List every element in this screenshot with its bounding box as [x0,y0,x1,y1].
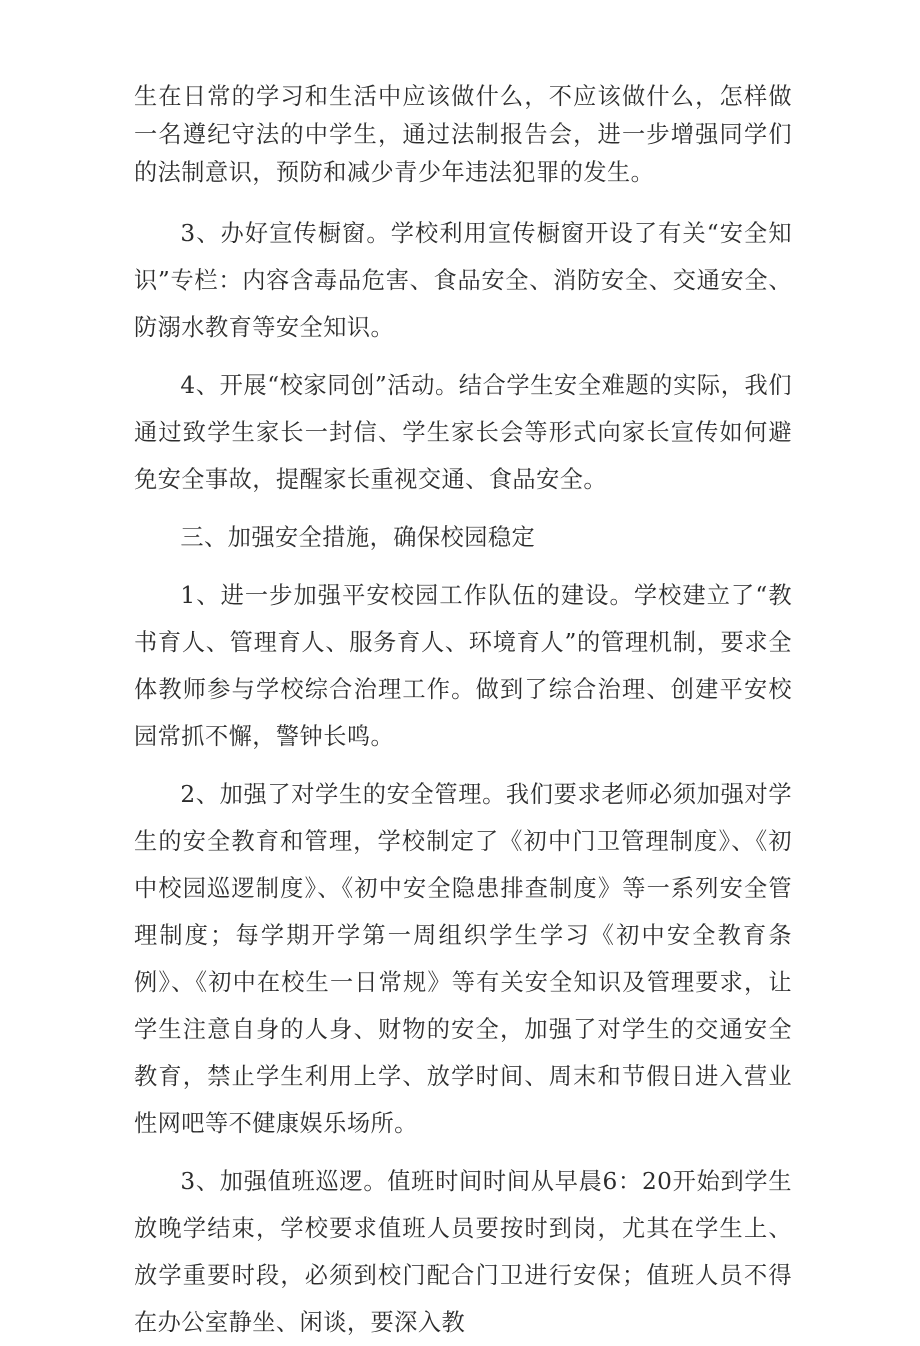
text-column [134,78,792,1346]
paragraph-item-2-3: 3、办好宣传橱窗。学校利用宣传橱窗开设了有关“安全知识”专栏：内容含毒品危害、食品安全、消防安全、交通安全、防溺水教育等安全知识。 [134,220,792,341]
paragraph-item-3-1: 1、进一步加强平安校园工作队伍的建设。学校建立了“教书育人、管理育人、服务育人、环境育人”的管理机制，要求全体教师参与学校综合治理工作。做到了综合治理、创建平安校园常抓不懈，警钟长鸣。 [134,582,792,750]
section-heading-three: 三、加强安全措施，确保校园稳定 [180,524,536,551]
paragraph-item-3-3: 3、加强值班巡逻。值班时间时间从早晨6：20开始到学生放晚学结束，学校要求值班人员要按时到岗，尤其在学生上、放学重要时段，必须到校门配合门卫进行安保；值班人员不得在办公室静坐、闲谈，要深入教 [134,1168,792,1336]
paragraph-item-2-4: 4、开展“校家同创”活动。结合学生安全难题的实际，我们通过致学生家长一封信、学生家长会等形式向家长宣传如何避免安全事故，提醒家长重视交通、食品安全。 [134,372,792,493]
paragraph-item-3-2: 2、加强了对学生的安全管理。我们要求老师必须加强对学生的安全教育和管理，学校制定了《初中门卫管理制度》、《初中校园巡逻制度》、《初中安全隐患排查制度》等一系列安全管理制度；每学期开学第一周组织学生学习《初中安全教育条例》、《初中在校生一日常规》等有关安全知识及管理要求，让学生注意自身的人身、财物的安全，加强了对学生的交通安全教育，禁止学生利用上学、放学时间、周末和节假日进入营业性网吧等不健康娱乐场所。 [134,781,792,1137]
paragraph-continuation: 生在日常的学习和生活中应该做什么，不应该做什么，怎样做一名遵纪守法的中学生，通过法制报告会，进一步增强同学们的法制意识，预防和减少青少年违法犯罪的发生。 [134,83,792,186]
